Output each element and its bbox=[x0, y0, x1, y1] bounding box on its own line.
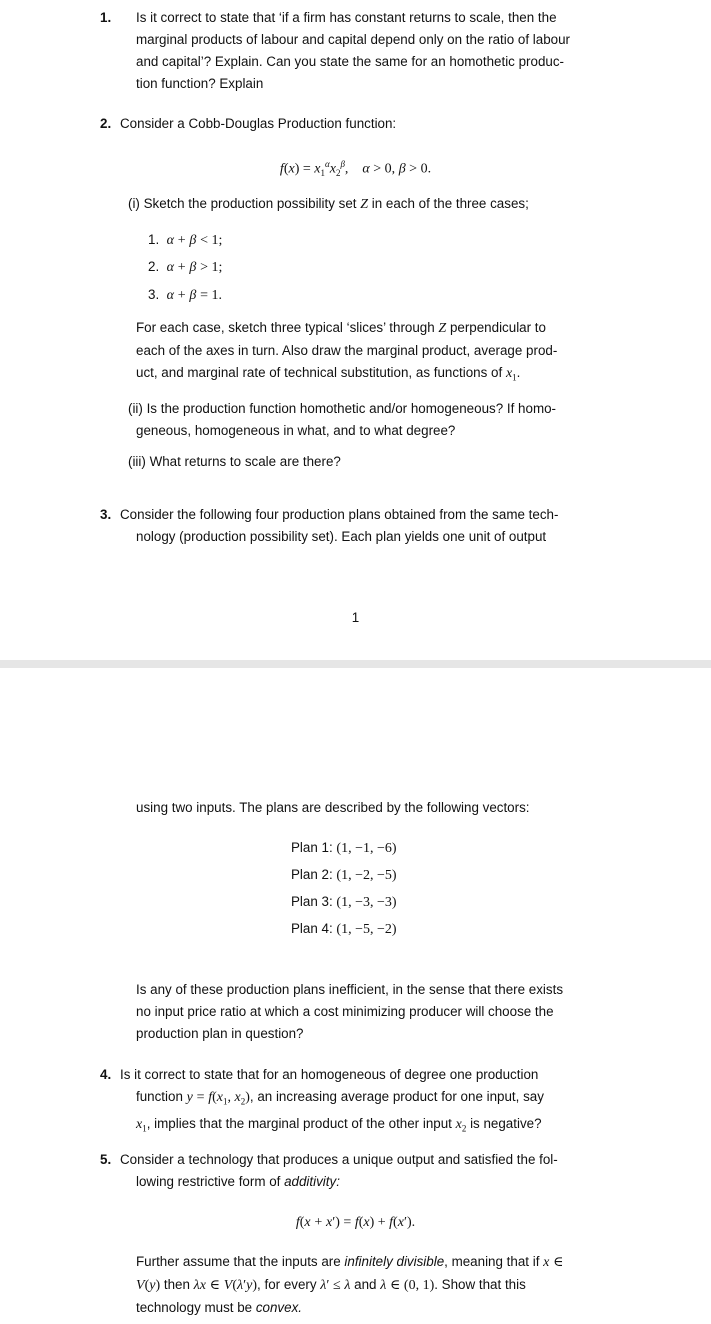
q3-number: 3. bbox=[100, 507, 112, 522]
q5-further: Further assume that the inputs are infinitely divisible, meaning that if x ∈ V(y) then λx ∈ V(λ′y), for every λ′ ≤ λ and λ ∈ (0, 1). Show that this technology must be convex. bbox=[136, 1254, 564, 1315]
q2-part-iii: (iii) What returns to scale are there? bbox=[128, 454, 341, 469]
q3-plans bbox=[291, 835, 397, 943]
plan-3: Plan 3: (1, −3, −3) bbox=[291, 894, 397, 910]
q2-number: 2. bbox=[100, 116, 112, 131]
q2-case-3: 3. α + β = 1. bbox=[148, 287, 222, 303]
q3-text-b: using two inputs. The plans are described by the following vectors: bbox=[136, 800, 530, 815]
q1-text: Is it correct to state that ‘if a firm has constant returns to scale, then the marginal products of labour and capital depend only on the ratio of labour and capital’? Explain. Can you state the same for an homothetic produc- tion function? Explain bbox=[136, 10, 570, 91]
q2-part-i: (i) Sketch the production possibility set Z in each of the three cases; bbox=[128, 196, 529, 212]
q2-slices: For each case, sketch three typical ‘slices’ through Z perpendicular to each of the axes in turn. Also draw the marginal product, average prod- uct, and marginal rate of technical substitution, as functions of $x_1$. bbox=[136, 320, 558, 383]
q2-case-2: 2. α + β > 1; bbox=[148, 259, 223, 275]
q4-number: 4. bbox=[100, 1067, 112, 1082]
q1-number: 1. bbox=[100, 10, 112, 25]
plan-2: Plan 2: (1, −2, −5) bbox=[291, 867, 397, 883]
q5-formula: f(x + x′) = f(x) + f(x′). bbox=[295, 1215, 416, 1230]
q2-intro: Consider a Cobb-Douglas Production function: bbox=[120, 116, 397, 131]
q2-part-ii: (ii) Is the production function homothetic and/or homogeneous? If homo- geneous, homogeneous in what, and to what degree? bbox=[128, 401, 557, 438]
plan-4: Plan 4: (1, −5, −2) bbox=[291, 921, 397, 937]
q3-question: Is any of these production plans inefficient, in the sense that there exists no input price ratio at which a cost minimizing producer will choose the production plan in question? bbox=[136, 982, 564, 1041]
q3-text-a: Consider the following four production plans obtained from the same tech- nology (production possibility set). Each plan yields one unit of output bbox=[120, 507, 559, 544]
page-separator bbox=[0, 660, 711, 668]
q2-formula: $f(x) = x_1^\alpha x_2^\beta$, α > 0, β > 0. bbox=[279, 159, 432, 179]
q4-text: Is it correct to state that for an homogeneous of degree one production function $y = f(x_1$, $x_2$), an increasing average product for one input, say $x_1$, implies that the marginal product of the other input $x_2$ is negative? bbox=[120, 1067, 544, 1134]
q5-text: Consider a technology that produces a unique output and satisfied the fol- lowing restrictive form of additivity: bbox=[120, 1152, 558, 1189]
plan-1: Plan 1: (1, −1, −6) bbox=[291, 840, 397, 856]
q2-case-1: 1. α + β < 1; bbox=[148, 232, 223, 248]
page-number: 1 bbox=[351, 610, 360, 625]
q5-number: 5. bbox=[100, 1152, 112, 1167]
